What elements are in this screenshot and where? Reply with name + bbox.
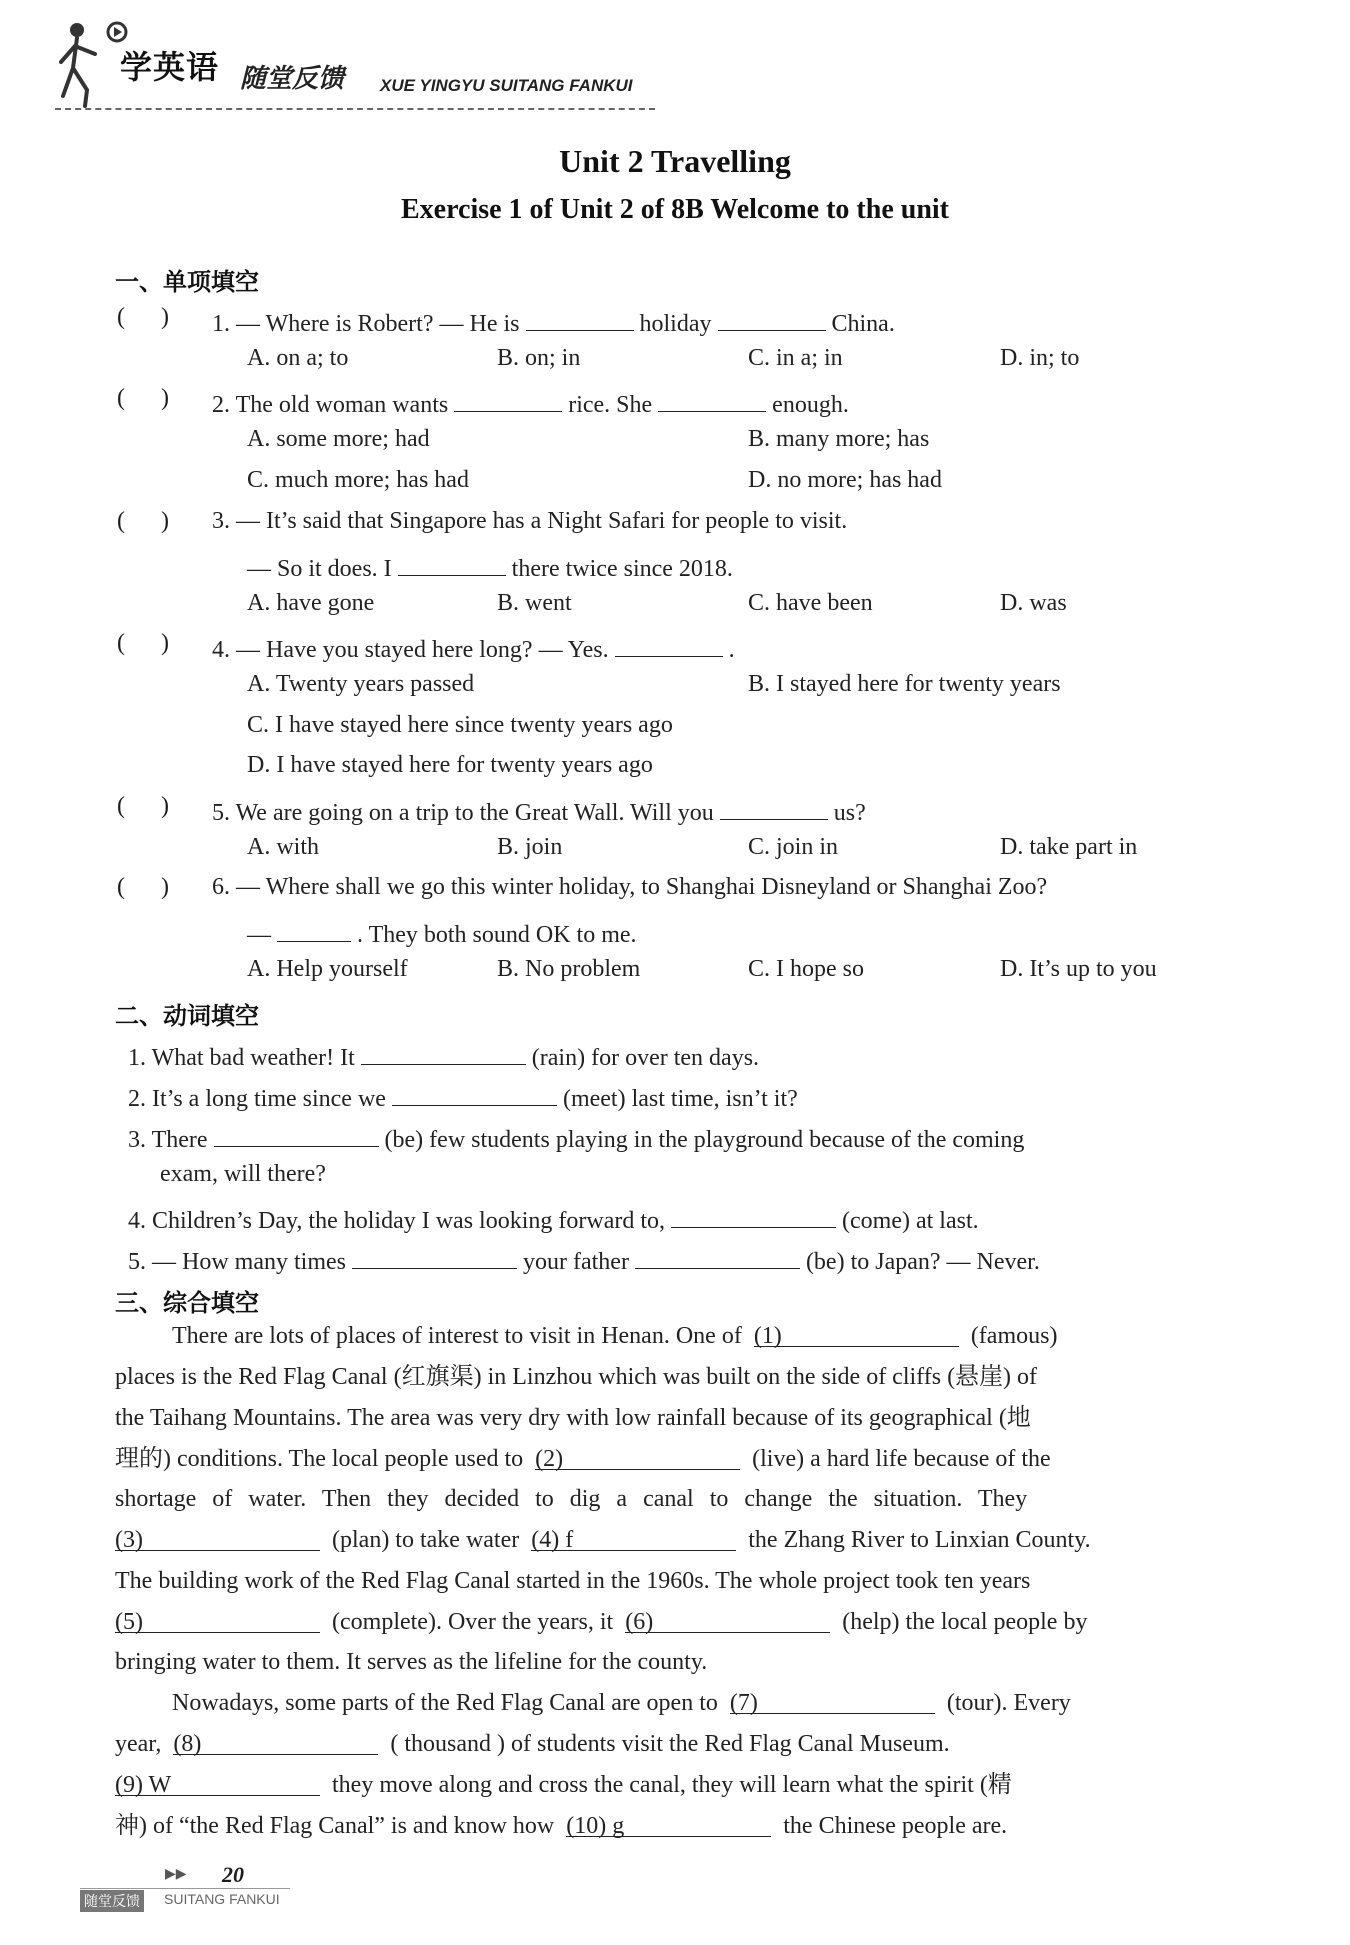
blank[interactable] bbox=[392, 1079, 557, 1106]
page-number: 20 bbox=[222, 1862, 244, 1887]
blank[interactable] bbox=[635, 1242, 800, 1269]
option[interactable]: D. take part in bbox=[1000, 834, 1138, 860]
blank[interactable] bbox=[526, 304, 634, 331]
verb-question-3: 3. There (be) few students playing in the playground because of the coming bbox=[128, 1120, 1024, 1154]
footer-label: 随堂反馈 bbox=[80, 1890, 144, 1912]
option[interactable]: B. went bbox=[497, 590, 572, 616]
option[interactable]: D. It’s up to you bbox=[1000, 956, 1157, 982]
blank[interactable] bbox=[658, 385, 766, 412]
blank[interactable]: (3) bbox=[115, 1524, 320, 1551]
section-heading-verb-fill: 二、动词填空 bbox=[115, 1002, 259, 1030]
cloze-line: shortage of water. Then they decided to dig a canal to change the situation. They bbox=[115, 1486, 1028, 1512]
verb-question-2: 2. It’s a long time since we (meet) last time, isn’t it? bbox=[128, 1079, 798, 1113]
double-arrow-icon: ▶▶ bbox=[165, 1867, 187, 1882]
cloze-line: (5) (complete). Over the years, it (6) (help) the local people by bbox=[115, 1606, 1087, 1639]
option[interactable]: A. Twenty years passed bbox=[247, 671, 475, 697]
option[interactable]: B. join bbox=[497, 834, 563, 860]
question-3: 3. — It’s said that Singapore has a Night Safari for people to visit. bbox=[212, 508, 848, 534]
cloze-line: (9) W they move along and cross the canal, they will learn what the spirit (精 bbox=[115, 1769, 1012, 1802]
cloze-line: (3) (plan) to take water (4) f the Zhang River to Linxian County. bbox=[115, 1524, 1091, 1557]
blank[interactable] bbox=[454, 385, 562, 412]
blank[interactable]: (2) bbox=[535, 1443, 740, 1470]
blank[interactable]: (4) f bbox=[531, 1524, 736, 1551]
option[interactable]: D. no more; has had bbox=[748, 467, 942, 493]
option[interactable]: A. on a; to bbox=[247, 345, 349, 371]
option[interactable]: C. have been bbox=[748, 590, 873, 616]
blank[interactable] bbox=[277, 915, 351, 942]
question-4: 4. — Have you stayed here long? — Yes. . bbox=[212, 630, 735, 664]
question-6-line-2: — . They both sound OK to me. bbox=[247, 915, 637, 949]
option[interactable]: B. on; in bbox=[497, 345, 581, 371]
verb-question-3-line-2: exam, will there? bbox=[160, 1161, 326, 1187]
blank[interactable]: (9) W bbox=[115, 1769, 320, 1796]
blank[interactable]: (6) bbox=[625, 1606, 830, 1633]
blank[interactable] bbox=[352, 1242, 517, 1269]
option[interactable]: C. join in bbox=[748, 834, 839, 860]
blank[interactable]: (8) bbox=[173, 1728, 378, 1755]
cloze-line: 神) of “the Red Flag Canal” is and know how (10) g the Chinese people are. bbox=[115, 1810, 1007, 1843]
unit-title: Unit 2 Travelling bbox=[559, 143, 791, 179]
blank[interactable] bbox=[615, 630, 723, 657]
option[interactable]: A. some more; had bbox=[247, 426, 430, 452]
exercise-title: Exercise 1 of Unit 2 of 8B Welcome to the unit bbox=[400, 194, 949, 225]
option[interactable]: A. have gone bbox=[247, 590, 375, 616]
blank[interactable] bbox=[718, 304, 826, 331]
cloze-line: year, (8) ( thousand ) of students visit the Red Flag Canal Museum. bbox=[115, 1728, 950, 1761]
option[interactable]: D. I have stayed here for twenty years ago bbox=[247, 752, 653, 778]
blank[interactable]: (5) bbox=[115, 1606, 320, 1633]
blank[interactable]: (7) bbox=[730, 1687, 935, 1714]
verb-question-1: 1. What bad weather! It (rain) for over ten days. bbox=[128, 1038, 759, 1072]
cloze-line: places is the Red Flag Canal (红旗渠) in Linzhou which was built on the side of cliffs (悬崖) of bbox=[115, 1364, 1038, 1390]
answer-paren[interactable]: ( ) bbox=[117, 304, 169, 330]
blank[interactable] bbox=[398, 549, 506, 576]
option[interactable]: C. I hope so bbox=[748, 956, 864, 982]
blank[interactable]: (1) bbox=[754, 1320, 959, 1347]
answer-paren[interactable]: ( ) bbox=[117, 793, 169, 819]
cloze-line: 理的) conditions. The local people used to (2) (live) a hard life because of the bbox=[115, 1443, 1051, 1476]
option[interactable]: A. Help yourself bbox=[247, 956, 408, 982]
verb-question-4: 4. Children’s Day, the holiday I was looking forward to, (come) at last. bbox=[128, 1201, 979, 1235]
question-6: 6. — Where shall we go this winter holiday, to Shanghai Disneyland or Shanghai Zoo? bbox=[212, 874, 1048, 900]
cloze-line: the Taihang Mountains. The area was very dry with low rainfall because of its geographical (地 bbox=[115, 1405, 1031, 1431]
cloze-line: bringing water to them. It serves as the lifeline for the county. bbox=[115, 1649, 708, 1675]
header-pinyin: XUE YINGYU SUITANG FANKUI bbox=[380, 76, 633, 95]
section-heading-multiple-choice: 一、单项填空 bbox=[115, 268, 259, 296]
option[interactable]: C. much more; has had bbox=[247, 467, 469, 493]
option[interactable]: A. with bbox=[247, 834, 319, 860]
answer-paren[interactable]: ( ) bbox=[117, 385, 169, 411]
footer-divider bbox=[80, 1888, 290, 1889]
section-heading-cloze: 三、综合填空 bbox=[115, 1289, 259, 1317]
cloze-line: The building work of the Red Flag Canal started in the 1960s. The whole project took ten years bbox=[115, 1568, 1031, 1594]
question-2: 2. The old woman wants rice. She enough. bbox=[212, 385, 849, 419]
option[interactable]: C. I have stayed here since twenty years ago bbox=[247, 712, 673, 738]
answer-paren[interactable]: ( ) bbox=[117, 508, 169, 534]
footer-pinyin: SUITANG FANKUI bbox=[164, 1891, 280, 1907]
option[interactable]: B. I stayed here for twenty years bbox=[748, 671, 1061, 697]
option[interactable]: B. many more; has bbox=[748, 426, 930, 452]
cloze-line: Nowadays, some parts of the Red Flag Canal are open to (7) (tour). Every bbox=[172, 1687, 1071, 1720]
blank[interactable] bbox=[720, 793, 828, 820]
question-5: 5. We are going on a trip to the Great Wall. Will you us? bbox=[212, 793, 866, 827]
verb-question-5: 5. — How many times your father (be) to Japan? — Never. bbox=[128, 1242, 1040, 1276]
answer-paren[interactable]: ( ) bbox=[117, 874, 169, 900]
option[interactable]: D. in; to bbox=[1000, 345, 1080, 371]
blank[interactable] bbox=[214, 1120, 379, 1147]
blank[interactable] bbox=[671, 1201, 836, 1228]
question-1: 1. — Where is Robert? — He is holiday China. bbox=[212, 304, 895, 338]
option[interactable]: D. was bbox=[1000, 590, 1067, 616]
option[interactable]: C. in a; in bbox=[748, 345, 843, 371]
option[interactable]: B. No problem bbox=[497, 956, 641, 982]
answer-paren[interactable]: ( ) bbox=[117, 630, 169, 656]
header-divider bbox=[55, 108, 655, 110]
header-subtitle: 随堂反馈 bbox=[240, 64, 345, 94]
cloze-line: There are lots of places of interest to visit in Henan. One of (1) (famous) bbox=[172, 1320, 1057, 1353]
blank[interactable]: (10) g bbox=[566, 1810, 771, 1837]
blank[interactable] bbox=[361, 1038, 526, 1065]
header-title: 学英语 bbox=[120, 48, 220, 86]
question-3-line-2: — So it does. I there twice since 2018. bbox=[247, 549, 733, 583]
